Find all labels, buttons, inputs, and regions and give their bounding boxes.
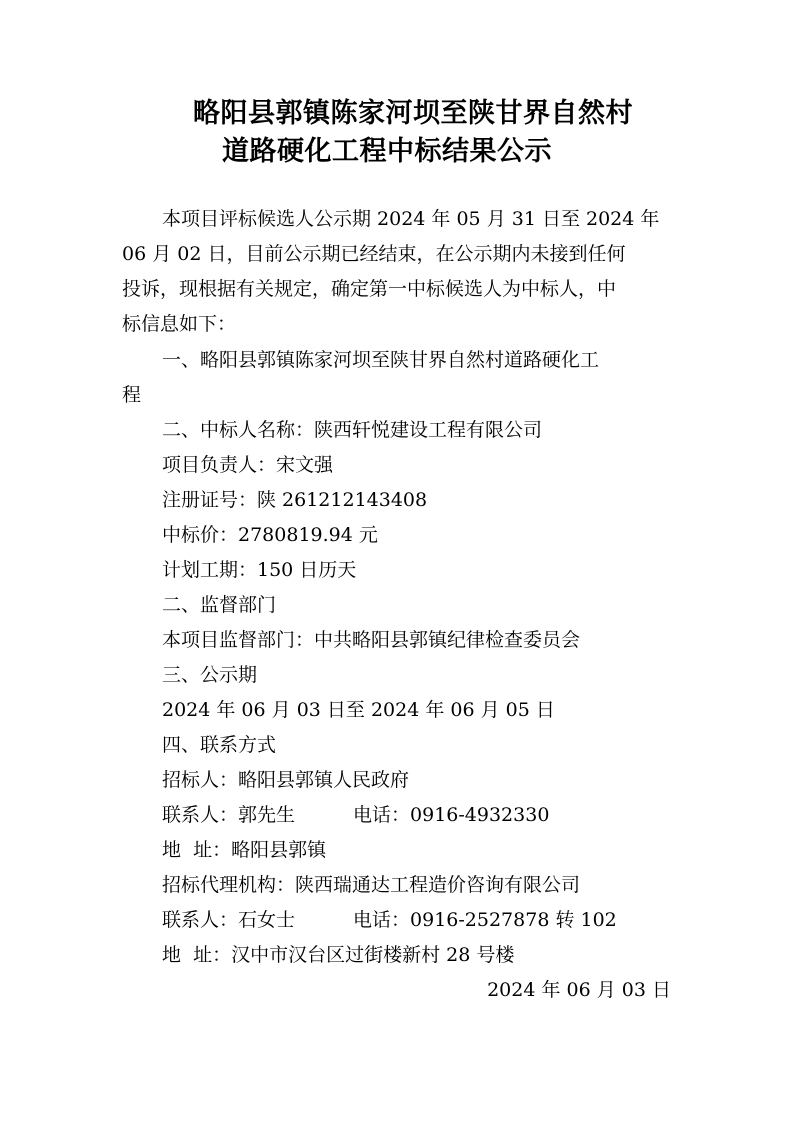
section-1-line-2: 程	[122, 384, 142, 406]
registration-number: 注册证号：陕 261212143408	[162, 489, 428, 511]
agency-phone: 电话：0916-2527878 转 102	[353, 909, 617, 931]
period-heading: 三、公示期	[162, 664, 258, 686]
tenderer: 招标人：略阳县郭镇人民政府	[162, 769, 410, 791]
planned-duration: 计划工期：150 日历天	[162, 559, 357, 581]
title-line-1: 略阳县郭镇陈家河坝至陕甘界自然村	[193, 98, 633, 129]
winning-price: 中标价：2780819.94 元	[162, 524, 378, 546]
tenderer-contact: 联系人：郭先生	[162, 804, 296, 826]
intro-line-1: 本项目评标候选人公示期 2024 年 05 月 31 日至 2024 年	[162, 208, 660, 230]
tenderer-address: 地 址：略阳县郭镇	[162, 839, 327, 861]
period-dates: 2024 年 06 月 03 日至 2024 年 06 月 05 日	[162, 699, 555, 721]
supervision-department: 本项目监督部门：中共略阳县郭镇纪律检查委员会	[162, 629, 581, 651]
title-line-2: 道路硬化工程中标结果公示	[222, 136, 552, 167]
supervision-heading: 二、监督部门	[162, 594, 277, 616]
project-manager: 项目负责人：宋文强	[162, 454, 334, 476]
agency: 招标代理机构：陕西瑞通达工程造价咨询有限公司	[162, 874, 581, 896]
agency-contact-row	[162, 906, 617, 934]
agency-contact: 联系人：石女士	[162, 909, 296, 931]
intro-line-3: 投诉，现根据有关规定，确定第一中标候选人为中标人，中	[122, 278, 617, 300]
contact-heading: 四、联系方式	[162, 734, 277, 756]
section-1-line-1: 一、略阳县郭镇陈家河坝至陕甘界自然村道路硬化工	[162, 349, 600, 371]
tenderer-phone: 电话：0916-4932330	[353, 804, 550, 826]
announcement-date: 2024 年 06 月 03 日	[487, 979, 671, 1001]
winner-name: 二、中标人名称：陕西轩悦建设工程有限公司	[162, 419, 543, 441]
tenderer-contact-row	[162, 801, 549, 829]
intro-line-4: 标信息如下：	[122, 313, 237, 335]
intro-line-2: 06 月 02 日，目前公示期已经结束，在公示期内未接到任何	[122, 243, 626, 265]
agency-address: 地 址：汉中市汉台区过街楼新村 28 号楼	[162, 944, 515, 966]
